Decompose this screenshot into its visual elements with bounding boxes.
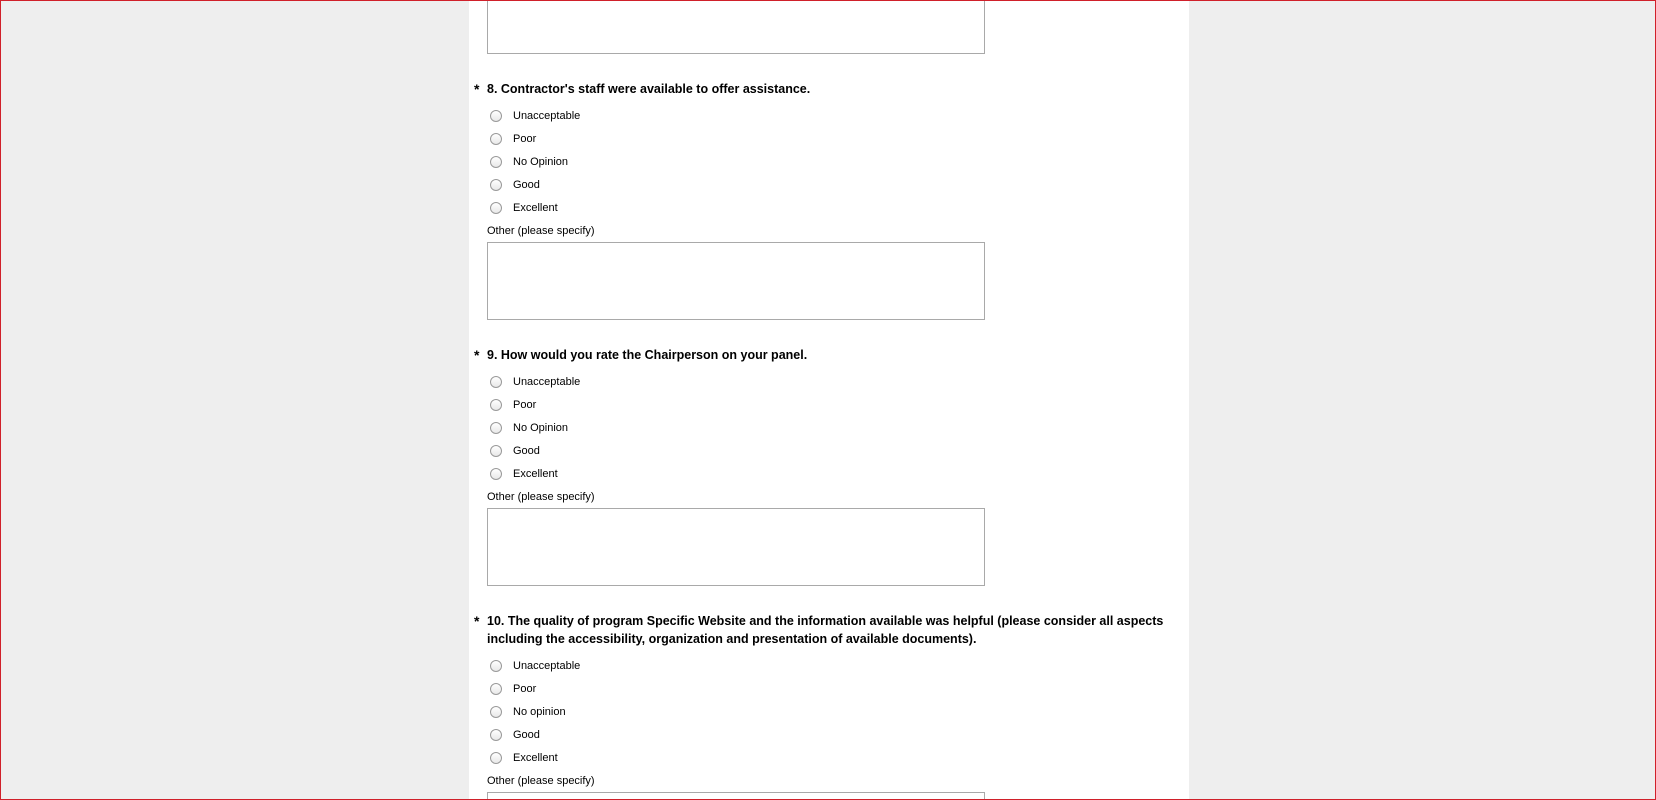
option-unacceptable[interactable] xyxy=(490,370,1169,393)
radio-button[interactable] xyxy=(490,445,502,457)
option-excellent[interactable] xyxy=(490,462,1169,485)
option-label: Excellent xyxy=(513,751,558,764)
radio-button[interactable] xyxy=(490,376,502,388)
option-label: Poor xyxy=(513,682,537,695)
radio-button[interactable] xyxy=(490,468,502,480)
option-label: No Opinion xyxy=(513,155,569,168)
question-8 xyxy=(469,80,1169,320)
radio-button[interactable] xyxy=(490,683,502,695)
required-mark: * xyxy=(474,613,480,629)
option-no-opinion[interactable] xyxy=(490,700,1169,723)
option-label: Good xyxy=(513,728,540,741)
radio-button[interactable] xyxy=(490,729,502,741)
survey-page xyxy=(469,0,1189,800)
option-label: Unacceptable xyxy=(513,659,581,672)
question-text: 9. How would you rate the Chairperson on your panel. xyxy=(487,348,808,362)
radio-button[interactable] xyxy=(490,660,502,672)
option-label: Poor xyxy=(513,132,537,145)
option-unacceptable[interactable] xyxy=(490,104,1169,127)
option-no-opinion[interactable] xyxy=(490,150,1169,173)
question-text: 10. The quality of program Specific Website and the information available was helpful (please consider all aspects including the accessibility, organization and presentation of available documents). xyxy=(487,614,1164,646)
other-label: Other (please specify) xyxy=(487,225,595,237)
option-label: Excellent xyxy=(513,201,558,214)
question-title xyxy=(469,612,1169,648)
option-label: Excellent xyxy=(513,467,558,480)
radio-button[interactable] xyxy=(490,399,502,411)
option-no-opinion[interactable] xyxy=(490,416,1169,439)
options-group xyxy=(469,370,1169,485)
required-mark: * xyxy=(474,81,480,97)
option-label: Poor xyxy=(513,398,537,411)
options-group xyxy=(469,104,1169,219)
option-label: No Opinion xyxy=(513,421,569,434)
option-poor[interactable] xyxy=(490,127,1169,150)
option-excellent[interactable] xyxy=(490,746,1169,769)
other-label: Other (please specify) xyxy=(487,775,595,787)
option-unacceptable[interactable] xyxy=(490,654,1169,677)
radio-button[interactable] xyxy=(490,752,502,764)
option-good[interactable] xyxy=(490,723,1169,746)
required-mark: * xyxy=(474,347,480,363)
radio-button[interactable] xyxy=(490,133,502,145)
question-title xyxy=(469,80,1169,98)
previous-other-textbox[interactable] xyxy=(487,0,985,54)
radio-button[interactable] xyxy=(490,202,502,214)
question-title xyxy=(469,346,1169,364)
option-label: Good xyxy=(513,178,540,191)
radio-button[interactable] xyxy=(490,156,502,168)
radio-button[interactable] xyxy=(490,110,502,122)
other-textbox[interactable] xyxy=(487,242,985,320)
option-excellent[interactable] xyxy=(490,196,1169,219)
option-label: No opinion xyxy=(513,705,566,718)
question-9 xyxy=(469,346,1169,586)
other-label: Other (please specify) xyxy=(487,491,595,503)
option-label: Unacceptable xyxy=(513,375,581,388)
option-poor[interactable] xyxy=(490,393,1169,416)
radio-button[interactable] xyxy=(490,179,502,191)
radio-button[interactable] xyxy=(490,422,502,434)
option-poor[interactable] xyxy=(490,677,1169,700)
question-text: 8. Contractor's staff were available to offer assistance. xyxy=(487,82,811,96)
options-group xyxy=(469,654,1169,769)
question-10 xyxy=(469,612,1169,800)
other-textbox[interactable] xyxy=(487,792,985,800)
option-label: Good xyxy=(513,444,540,457)
option-good[interactable] xyxy=(490,173,1169,196)
option-label: Unacceptable xyxy=(513,109,581,122)
other-textbox[interactable] xyxy=(487,508,985,586)
radio-button[interactable] xyxy=(490,706,502,718)
option-good[interactable] xyxy=(490,439,1169,462)
